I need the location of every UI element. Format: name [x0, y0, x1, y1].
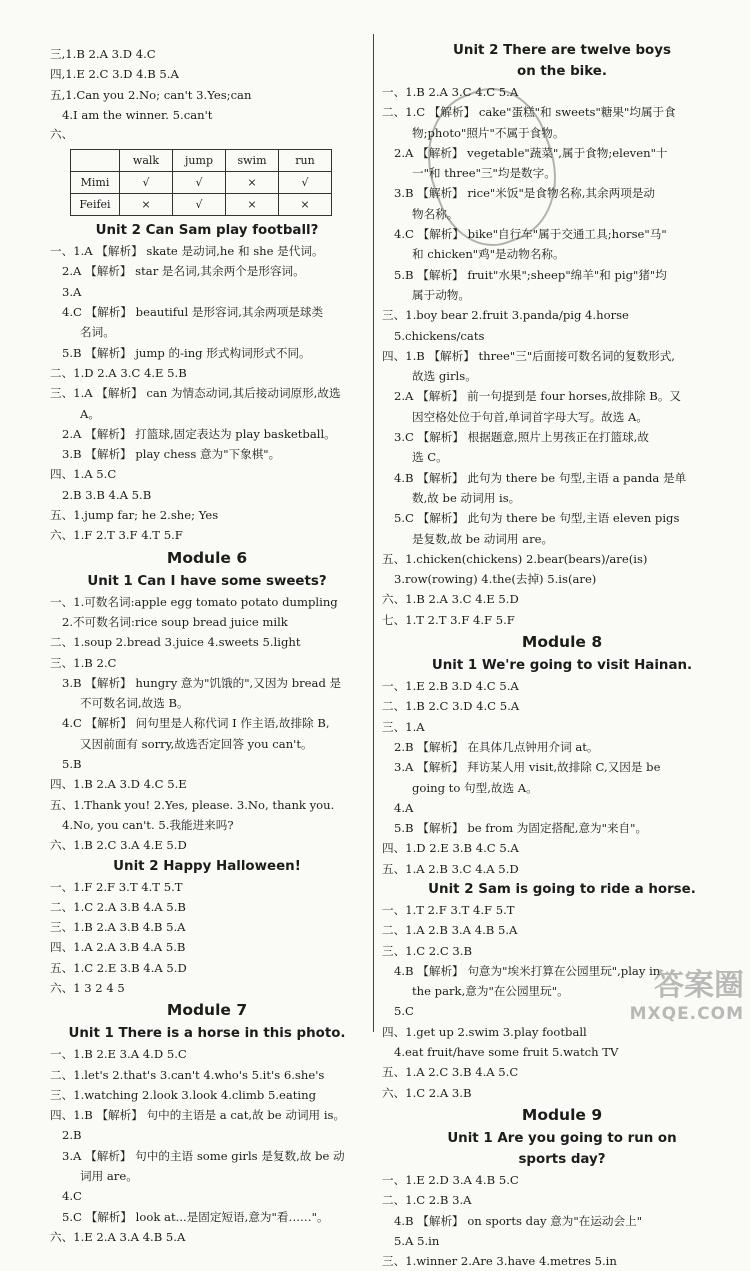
m5u2-line: 三、1.A 【解析】 can 为情态动词,其后接动词原形,故选 [50, 386, 341, 401]
m5u2-answers [50, 241, 364, 545]
m8u2-line: 四、1.get up 2.swim 3.play football [382, 1024, 587, 1039]
m8u2-line: 5.C [394, 1004, 414, 1019]
m7u2-answers [382, 82, 742, 630]
m7u1-title: Unit 1 There is a horse in this photo. [68, 1026, 346, 1042]
table-cell: √ [173, 172, 226, 194]
table-cell: × [120, 194, 173, 216]
m7u2-line: 五、1.chicken(chickens) 2.bear(bears)/are(is) [382, 551, 648, 566]
m7u2-line: 5.C 【解析】 此句为 there be 句型,主语 eleven pigs [394, 511, 680, 526]
m9u1-line: 一、1.E 2.D 3.A 4.B 5.C [382, 1172, 519, 1187]
m5u2-line: 3.A [62, 284, 82, 299]
m7u2-line: 4.C 【解析】 bike"自行车"属于交通工具;horse"马" [394, 227, 667, 242]
m8u1-line: 一、1.E 2.B 3.D 4.C 5.A [382, 679, 519, 694]
table-header-row [71, 150, 332, 172]
m6u1-line: 六、1.B 2.C 3.A 4.E 5.D [50, 838, 187, 853]
m7u2-line: 2.A 【解析】 前一句提到是 four horses,故排除 B。又 [394, 389, 682, 404]
table-cell: × [279, 194, 332, 216]
m8u1-line: 四、1.D 2.E 3.B 4.C 5.A [382, 841, 519, 856]
m7u2-line: 选 C。 [412, 450, 448, 465]
m6u1-title: Unit 1 Can I have some sweets? [87, 573, 327, 589]
table-header-cell [71, 150, 120, 172]
m9u1-line: 三、1.winner 2.Are 3.have 4.metres 5.in [382, 1254, 617, 1269]
m7u1-line: 2.B [62, 1128, 82, 1143]
m5u1-line: 四,1.E 2.C 3.D 4.B 5.A [50, 67, 179, 82]
watermark-text: 答案圈 [654, 968, 744, 1003]
m7u2-title-line1: Unit 2 There are twelve boys [453, 43, 671, 58]
m7u2-line: 属于动物。 [412, 287, 470, 302]
section6-table-block [50, 125, 364, 216]
m8u1-title: Unit 1 We're going to visit Hainan. [431, 658, 693, 674]
module8-title: Module 8 [521, 633, 603, 652]
table-cell: √ [279, 172, 332, 194]
m7u1-answers [50, 1044, 364, 1247]
m7u2-line: 一"和 three"三"均是数字。 [412, 166, 556, 181]
m7u1-line: 六、1.E 2.A 3.A 4.B 5.A [50, 1229, 186, 1244]
m6u1-line: 4.No, you can't. 5.我能进来吗? [62, 817, 234, 832]
m6u1-line: 不可数名词,故选 B。 [80, 696, 189, 711]
m7u1-line: 二、1.let's 2.that's 3.can't 4.who's 5.it's 6.she's [50, 1067, 325, 1082]
module6-title: Module 6 [166, 548, 248, 567]
left-column [0, 0, 372, 1244]
m7u2-line: 数,故 be 动词用 is。 [412, 490, 521, 505]
m6u2-title: Unit 2 Happy Halloween! [113, 858, 301, 874]
m8u1-line: going to 句型,故选 A。 [412, 780, 538, 795]
m8u2-line: 4.B 【解析】 句意为"埃米打算在公园里玩",play in [394, 963, 661, 978]
watermark-url: MXQE.COM [629, 1004, 744, 1024]
m9u1-answers [382, 1170, 742, 1271]
m5u1-line: 三,1.B 2.A 3.D 4.C [50, 47, 156, 61]
m5u2-line: 5.B 【解析】 jump 的-ing 形式构词形式不同。 [62, 345, 311, 360]
m8u1-answers [382, 676, 742, 879]
m8u1-line: 2.B 【解析】 在具体几点钟用介词 at。 [394, 739, 599, 754]
m5u2-line: 四、1.A 5.C [50, 467, 117, 482]
m6u1-line: 五、1.Thank you! 2.Yes, please. 3.No, thank you. [50, 797, 335, 812]
m6u2-line: 二、1.C 2.A 3.B 4.A 5.B [50, 899, 186, 914]
m8u2-line: 六、1.C 2.A 3.B [382, 1085, 472, 1100]
m8u1-line: 三、1.A [382, 719, 425, 734]
m5u2-line: A。 [80, 406, 100, 421]
m5u2-title: Unit 2 Can Sam play football? [95, 223, 319, 239]
m5u1-line: 4.I am the winner. 5.can't [62, 107, 213, 122]
m7u2-line: 5.B 【解析】 fruit"水果";sheep"绵羊"和 pig"猪"均 [394, 267, 667, 282]
m7u2-line: 3.B 【解析】 rice"米饭"是食物名称,其余两项是动 [394, 186, 656, 201]
module7-title: Module 7 [166, 1001, 248, 1020]
m9u1-line: 4.B 【解析】 on sports day 意为"在运动会上" [394, 1213, 643, 1228]
table-header-cell: swim [226, 150, 279, 172]
m9u1-line: 5.A 5.in [394, 1233, 440, 1248]
m6u1-line: 一、1.可数名词:apple egg tomato potato dumpling [50, 594, 338, 609]
m5u2-line: 名词。 [80, 325, 115, 340]
section6-label: 六、 [50, 127, 74, 142]
m7u2-line: 二、1.C 【解析】 cake"蛋糕"和 sweets"糖果"均属于食 [382, 105, 676, 120]
m7u2-line: 3.row(rowing) 4.the(去掉) 5.is(are) [394, 572, 597, 587]
m6u1-line: 又因前面有 sorry,故选否定回答 you can't。 [80, 736, 313, 751]
m5u2-line: 2.A 【解析】 打篮球,固定表达为 play basketball。 [62, 426, 336, 441]
m6u2-line: 四、1.A 2.A 3.B 4.A 5.B [50, 940, 186, 955]
table-cell: Feifei [71, 194, 120, 216]
table-cell: Mimi [71, 172, 120, 194]
m5u2-line: 2.B 3.B 4.A 5.B [62, 487, 152, 502]
m5u2-line: 五、1.jump far; he 2.she; Yes [50, 508, 219, 523]
m6u1-line: 3.B 【解析】 hungry 意为"饥饿的",又因为 bread 是 [62, 675, 342, 690]
table-header-cell: jump [173, 150, 226, 172]
module5-unit1-answers [50, 44, 364, 125]
m8u1-line: 五、1.A 2.B 3.C 4.A 5.D [382, 861, 519, 876]
m8u2-line: 三、1.C 2.C 3.B [382, 943, 473, 958]
m7u1-line: 3.A 【解析】 句中的主语 some girls 是复数,故 be 动 [62, 1148, 345, 1163]
m5u2-line: 六、1.F 2.T 3.F 4.T 5.F [50, 528, 183, 543]
m5u2-line: 2.A 【解析】 star 是名词,其余两个是形容词。 [62, 264, 305, 279]
m9u1-title-line1: Unit 1 Are you going to run on [447, 1130, 677, 1146]
m7u2-line: 因空格处位于句首,单词首字母大写。故选 A。 [412, 409, 649, 424]
m7u2-line: 七、1.T 2.T 3.F 4.F 5.F [382, 612, 515, 627]
m7u2-line: 物;photo"照片"不属于食物。 [412, 125, 565, 140]
ability-table [70, 149, 332, 216]
m8u2-line: the park,意为"在公园里玩"。 [412, 984, 569, 999]
m9u1-line: 二、1.C 2.B 3.A [382, 1193, 472, 1208]
m8u1-line: 3.A 【解析】 拜访某人用 visit,故排除 C,又因是 be [394, 760, 661, 775]
module9-title: Module 9 [521, 1105, 603, 1124]
m6u2-line: 五、1.C 2.E 3.B 4.A 5.D [50, 960, 187, 975]
m7u2-line: 是复数,故 be 动词用 are。 [412, 531, 554, 546]
m8u2-line: 五、1.A 2.C 3.B 4.A 5.C [382, 1065, 519, 1080]
m8u2-title: Unit 2 Sam is going to ride a horse. [428, 881, 696, 897]
column-divider [373, 34, 374, 1032]
m6u1-line: 三、1.B 2.C [50, 655, 117, 670]
m6u1-line: 5.B [62, 757, 82, 772]
m8u1-line: 二、1.B 2.C 3.D 4.C 5.A [382, 699, 520, 714]
m6u2-answers [50, 877, 364, 999]
m6u2-line: 一、1.F 2.F 3.T 4.T 5.T [50, 879, 183, 894]
table-row [71, 172, 332, 194]
m7u2-title-line2: on the bike. [517, 64, 607, 79]
m8u2-line: 二、1.A 2.B 3.A 4.B 5.A [382, 923, 518, 938]
m8u1-line: 4.A [394, 800, 414, 815]
m6u2-line: 六、1 3 2 4 5 [50, 980, 125, 995]
m7u1-line: 一、1.B 2.E 3.A 4.D 5.C [50, 1047, 187, 1062]
right-column [378, 0, 750, 1269]
m6u1-answers [50, 592, 364, 856]
m5u1-line: 五,1.Can you 2.No; can't 3.Yes;can [50, 87, 252, 102]
m6u1-line: 四、1.B 2.A 3.D 4.C 5.E [50, 777, 187, 792]
table-header-cell: run [279, 150, 332, 172]
m5u2-line: 4.C 【解析】 beautiful 是形容词,其余两项是球类 [62, 305, 324, 320]
table-cell: √ [120, 172, 173, 194]
table-header-cell: walk [120, 150, 173, 172]
m5u2-line: 3.B 【解析】 play chess 意为"下象棋"。 [62, 447, 281, 462]
m7u2-line: 和 chicken"鸡"是动物名称。 [412, 247, 565, 262]
m6u1-line: 4.C 【解析】 问句里是人称代词 I 作主语,故排除 B, [62, 716, 330, 731]
m7u2-line: 物名称。 [412, 206, 459, 221]
table-cell: √ [173, 194, 226, 216]
m7u2-line: 5.chickens/cats [394, 328, 485, 343]
m7u2-line: 2.A 【解析】 vegetable"蔬菜",属于食物;eleven"十 [394, 145, 668, 160]
m6u1-line: 二、1.soup 2.bread 3.juice 4.sweets 5.light [50, 635, 301, 650]
m7u2-line: 三、1.boy bear 2.fruit 3.panda/pig 4.horse [382, 308, 629, 323]
table-cell: × [226, 172, 279, 194]
m8u2-line: 4.eat fruit/have some fruit 5.watch TV [394, 1045, 619, 1060]
m9u1-title-line2: sports day? [518, 1151, 606, 1167]
m6u1-line: 2.不可数名词:rice soup bread juice milk [62, 614, 288, 629]
m6u2-line: 三、1.B 2.A 3.B 4.B 5.A [50, 920, 186, 935]
m7u2-line: 四、1.B 【解析】 three"三"后面接可数名词的复数形式, [382, 348, 675, 363]
watermark-logo [629, 968, 744, 1028]
m5u2-line: 二、1.D 2.A 3.C 4.E 5.B [50, 365, 187, 380]
table-cell: × [226, 194, 279, 216]
m8u1-line: 5.B 【解析】 be from 为固定搭配,意为"来自"。 [394, 821, 648, 836]
table-row [71, 194, 332, 216]
m7u2-line: 六、1.B 2.A 3.C 4.E 5.D [382, 592, 519, 607]
m5u2-line: 一、1.A 【解析】 skate 是动词,he 和 she 是代词。 [50, 244, 324, 259]
m7u2-line: 故选 girls。 [412, 369, 477, 384]
m7u1-line: 四、1.B 【解析】 句中的主语是 a cat,故 be 动词用 is。 [50, 1108, 346, 1123]
m7u2-line: 4.B 【解析】 此句为 there be 句型,主语 a panda 是单 [394, 470, 687, 485]
m7u1-line: 三、1.watching 2.look 3.look 4.climb 5.eating [50, 1087, 317, 1102]
m7u1-line: 4.C [62, 1189, 82, 1204]
m7u1-line: 5.C 【解析】 look at...是固定短语,意为"看……"。 [62, 1209, 329, 1224]
m7u1-line: 词用 are。 [80, 1169, 138, 1184]
m8u2-line: 一、1.T 2.F 3.T 4.F 5.T [382, 902, 515, 917]
m7u2-line: 3.C 【解析】 根据题意,照片上男孩正在打篮球,故 [394, 430, 649, 445]
m7u2-line: 一、1.B 2.A 3.C 4.C 5.A [382, 85, 519, 99]
